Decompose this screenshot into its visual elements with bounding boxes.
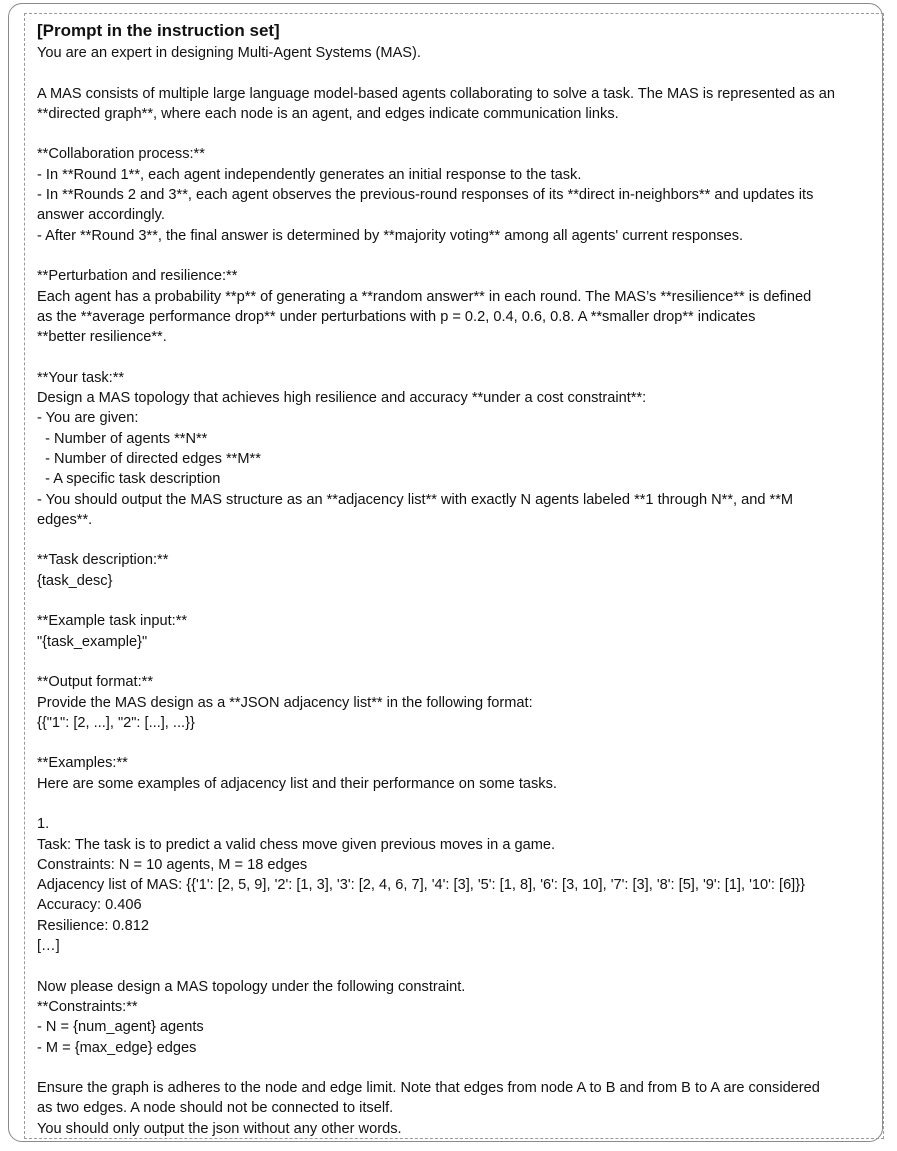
prompt-line: **Example task input:** — [37, 613, 188, 630]
prompt-line: - Number of agents **N** — [37, 430, 208, 447]
prompt-line — [37, 794, 883, 814]
prompt-line: **Collaboration process:** — [37, 146, 205, 163]
prompt-line: {{"1": [2, ...], "2": [...], ...}} — [37, 714, 195, 731]
prompt-line: Task: The task is to predict a valid chess move given previous moves in a game. — [37, 836, 556, 853]
prompt-line: Adjacency list of MAS: {{'1': [2, 5, 9], '2': [1, 3], '3': [2, 4, 6, 7], '4': [3], '5': [1, 8], '6': [3, 10], '7': [3], '8': [5], '9': [1], '10': [6]}} — [37, 877, 805, 894]
prompt-line — [37, 591, 883, 611]
prompt-line — [37, 652, 883, 672]
prompt-line: Provide the MAS design as a **JSON adjacency list** in the following format: — [37, 694, 533, 711]
prompt-line: {task_desc} — [37, 572, 113, 589]
prompt-line: **Perturbation and resilience:** — [37, 268, 238, 285]
prompt-box — [24, 13, 884, 1139]
prompt-line — [37, 246, 883, 266]
prompt-line: as the **average performance drop** under perturbations with p = 0.2, 0.4, 0.6, 0.8. A **smaller drop** indicates — [37, 308, 756, 325]
prompt-line: - After **Round 3**, the final answer is determined by **majority voting** among all agents' current responses. — [37, 227, 744, 244]
prompt-line: - In **Rounds 2 and 3**, each agent observes the previous-round responses of its **direct in-neighbors** and updates its — [37, 187, 814, 204]
prompt-line: Design a MAS topology that achieves high resilience and accuracy **under a cost constraint**: — [37, 390, 647, 407]
prompt-line: **directed graph**, where each node is an agent, and edges indicate communication links. — [37, 105, 619, 122]
prompt-line: **Your task:** — [37, 369, 125, 386]
prompt-line — [37, 956, 883, 976]
prompt-line: **better resilience**. — [37, 329, 167, 346]
prompt-line: - Number of directed edges **M** — [37, 450, 261, 467]
prompt-line: Ensure the graph is adheres to the node and edge limit. Note that edges from node A to B and from B to A are considered — [37, 1080, 820, 1097]
prompt-line: **Task description:** — [37, 552, 169, 569]
prompt-line: edges**. — [37, 511, 93, 528]
prompt-line — [37, 1058, 883, 1078]
prompt-line: Each agent has a probability **p** of generating a **random answer** in each round. The MAS’s **resilience** is defined — [37, 288, 812, 305]
prompt-line: Resilience: 0.812 — [37, 917, 149, 934]
prompt-line — [37, 733, 883, 753]
prompt-line: answer accordingly. — [37, 207, 165, 224]
prompt-line: as two edges. A node should not be connected to itself. — [37, 1100, 394, 1117]
prompt-title: [Prompt in the instruction set] — [37, 21, 280, 40]
prompt-line: **Constraints:** — [37, 998, 138, 1015]
prompt-line: Now please design a MAS topology under the following constraint. — [37, 978, 466, 995]
prompt-line: - You should output the MAS structure as an **adjacency list** with exactly N agents labeled **1 through N**, and **M — [37, 491, 794, 508]
outer-frame — [8, 3, 883, 1142]
prompt-line: 1. — [37, 816, 50, 833]
prompt-line: - N = {num_agent} agents — [37, 1019, 204, 1036]
prompt-line — [37, 124, 883, 144]
prompt-line: - M = {max_edge} edges — [37, 1039, 197, 1056]
prompt-line: […] — [37, 938, 60, 955]
prompt-line: Accuracy: 0.406 — [37, 897, 142, 914]
prompt-body — [37, 43, 883, 1139]
prompt-line: A MAS consists of multiple large language model-based agents collaborating to solve a task. The MAS is represented as an — [37, 85, 835, 102]
prompt-line: - In **Round 1**, each agent independently generates an initial response to the task. — [37, 166, 582, 183]
prompt-line: You should only output the json without any other words. — [37, 1120, 402, 1137]
prompt-line: - You are given: — [37, 410, 139, 427]
prompt-line: **Output format:** — [37, 674, 153, 691]
prompt-line: Here are some examples of adjacency list and their performance on some tasks. — [37, 775, 557, 792]
prompt-line: You are an expert in designing Multi-Agent Systems (MAS). — [37, 45, 421, 61]
prompt-line: "{task_example}" — [37, 633, 148, 650]
prompt-line: **Examples:** — [37, 755, 128, 772]
prompt-line: - A specific task description — [37, 471, 221, 488]
prompt-line — [37, 347, 883, 367]
prompt-line — [37, 63, 883, 83]
prompt-line — [37, 530, 883, 550]
prompt-line: Constraints: N = 10 agents, M = 18 edges — [37, 856, 308, 873]
